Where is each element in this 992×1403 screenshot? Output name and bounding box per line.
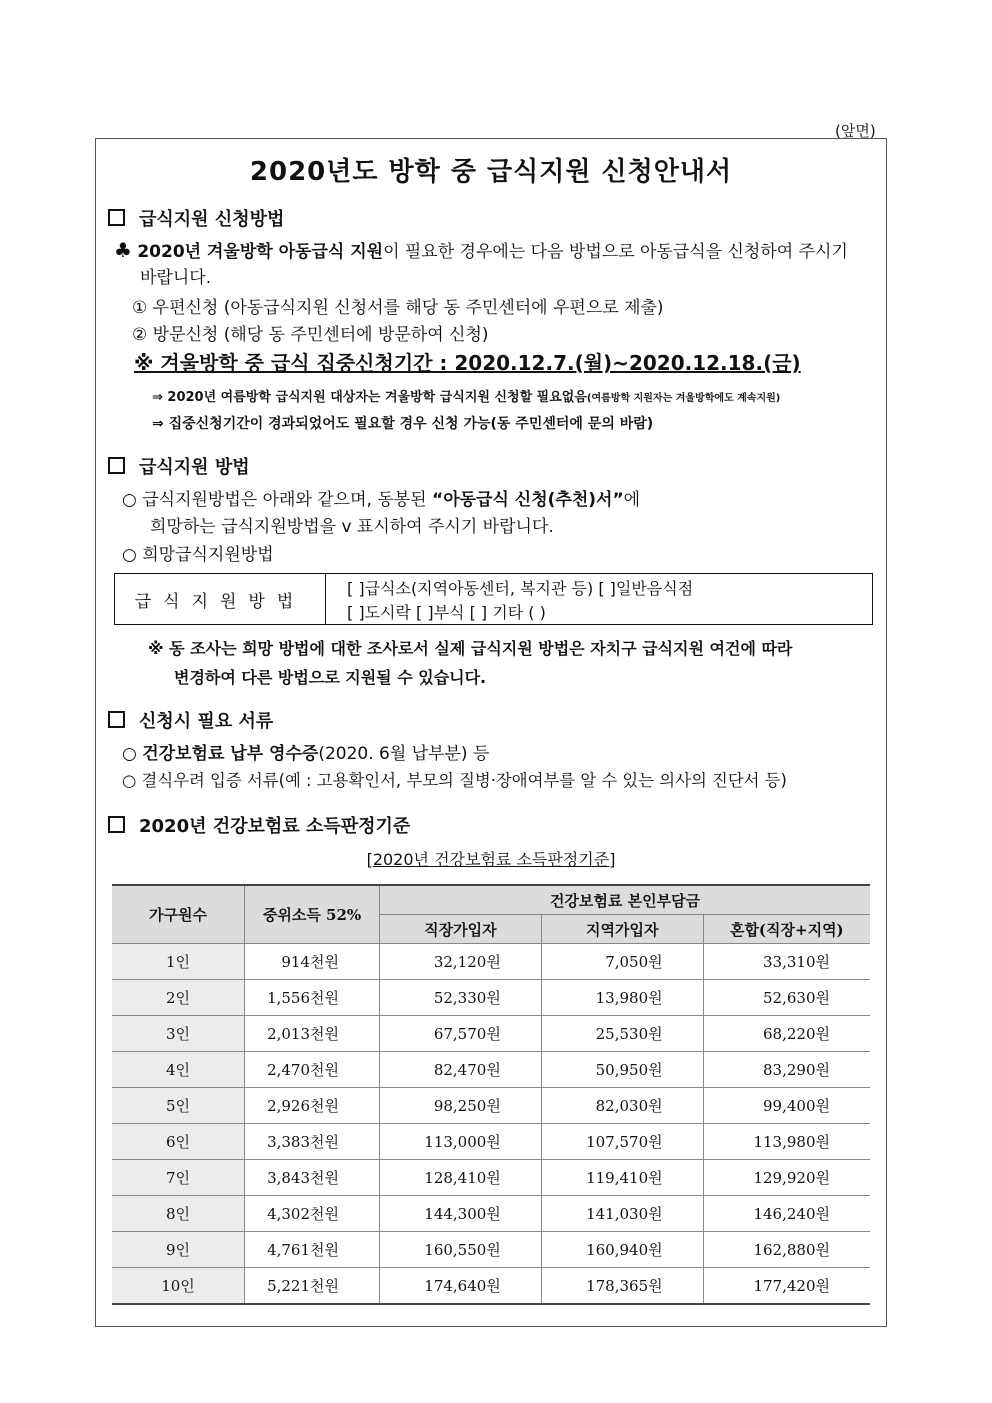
required-doc-2: ○ 결식우려 입증 서류(예 : 고용확인서, 부모의 질병·장애여부를 알 수 있는 의사의 진단서 등) [122, 771, 787, 790]
cell-median-income: 3,843천원 [245, 1160, 380, 1196]
checkbox-bullet-icon [108, 457, 125, 474]
document-frame [95, 138, 887, 1327]
support-method-line-1: ○ 급식지원방법은 아래와 같으며, 동봉된 “아동급식 신청(추천)서”에 [122, 490, 641, 510]
cell-median-income: 4,302천원 [245, 1196, 380, 1232]
cell-regional: 107,570원 [541, 1124, 703, 1160]
income-criteria-table [112, 884, 870, 1305]
header-median-income: 중위소득 52% [245, 885, 380, 944]
cell-employee: 113,000원 [380, 1124, 542, 1160]
checkbox-bullet-icon [108, 209, 125, 226]
cell-mixed: 113,980원 [703, 1124, 870, 1160]
note-late-application: ⇒ 집중신청기간이 경과되었어도 필요할 경우 신청 가능(동 주민센터에 문의 바람) [152, 416, 654, 432]
cell-regional: 25,530원 [541, 1016, 703, 1052]
cell-employee: 174,640원 [380, 1268, 542, 1305]
table-row [112, 1052, 870, 1088]
survey-notice-line-2: 변경하여 다른 방법으로 지원될 수 있습니다. [174, 668, 487, 687]
header-premium-group: 건강보험료 본인부담금 [380, 885, 871, 915]
cell-household: 7인 [112, 1160, 245, 1196]
club-icon: ♣ [114, 238, 132, 262]
cell-median-income: 3,383천원 [245, 1124, 380, 1160]
intro-line-2: 바랍니다. [140, 268, 212, 288]
cell-regional: 160,940원 [541, 1232, 703, 1268]
cell-regional: 13,980원 [541, 980, 703, 1016]
cell-employee: 144,300원 [380, 1196, 542, 1232]
table-row [112, 1088, 870, 1124]
cell-employee: 160,550원 [380, 1232, 542, 1268]
intro-rest: 이 필요한 경우에는 다음 방법으로 아동급식을 신청하여 주시기 [383, 242, 848, 262]
required-doc-1: ○ 건강보험료 납부 영수증(2020. 6월 납부분) 등 [122, 744, 490, 764]
cell-regional: 82,030원 [541, 1088, 703, 1124]
cell-mixed: 52,630원 [703, 980, 870, 1016]
cell-regional: 7,050원 [541, 944, 703, 980]
cell-median-income: 2,926천원 [245, 1088, 380, 1124]
header-regional: 지역가입자 [541, 915, 703, 944]
cell-median-income: 5,221천원 [245, 1268, 380, 1305]
cell-household: 3인 [112, 1016, 245, 1052]
table-row [112, 1124, 870, 1160]
table-row [112, 1268, 870, 1305]
cell-regional: 178,365원 [541, 1268, 703, 1305]
table-row [112, 980, 870, 1016]
cell-regional: 119,410원 [541, 1160, 703, 1196]
cell-mixed: 68,220원 [703, 1016, 870, 1052]
note-summer-recipients: ⇒ 2020년 여름방학 급식지원 대상자는 겨울방학 급식지원 신청할 필요없음(여름방학 지원자는 겨울방학에도 계속지원) [152, 390, 781, 405]
section-heading-required-docs: 신청시 필요 서류 [108, 707, 273, 733]
cell-mixed: 162,880원 [703, 1232, 870, 1268]
cell-household: 10인 [112, 1268, 245, 1305]
apply-item-mail: ① 우편신청 (아동급식지원 신청서를 해당 동 주민센터에 우편으로 제출) [132, 298, 664, 318]
preferred-method-label: ○ 희망급식지원방법 [122, 545, 274, 565]
section-heading-apply-method: 급식지원 신청방법 [108, 205, 284, 231]
cell-mixed: 177,420원 [703, 1268, 870, 1305]
header-mixed: 혼합(직장+지역) [703, 915, 870, 944]
cell-regional: 141,030원 [541, 1196, 703, 1232]
cell-employee: 128,410원 [380, 1160, 542, 1196]
checkbox-bullet-icon [108, 816, 125, 833]
survey-notice-line-1: ※ 동 조사는 희망 방법에 대한 조사로서 실제 급식지원 방법은 자치구 급식지원 여건에 따라 [148, 639, 793, 658]
checkbox-bullet-icon [108, 711, 125, 728]
cell-mixed: 146,240원 [703, 1196, 870, 1232]
method-options-row-1[interactable]: [ ]급식소(지역아동센터, 복지관 등) [ ]일반음식점 [347, 579, 694, 598]
intensive-period: ※ 겨울방학 중 급식 집중신청기간 : 2020.12.7.(월)~2020.12.18.(금) [134, 351, 801, 375]
support-method-line-2: 희망하는 급식지원방법을 v 표시하여 주시기 바랍니다. [150, 517, 554, 537]
table-row [112, 1160, 870, 1196]
cell-median-income: 4,761천원 [245, 1232, 380, 1268]
cell-household: 5인 [112, 1088, 245, 1124]
cell-mixed: 83,290원 [703, 1052, 870, 1088]
cell-household: 1인 [112, 944, 245, 980]
section-heading-income-criteria: 2020년 건강보험료 소득판정기준 [108, 812, 410, 838]
intro-bold: 2020년 겨울방학 아동급식 지원 [137, 242, 384, 262]
cell-median-income: 2,013천원 [245, 1016, 380, 1052]
cell-mixed: 33,310원 [703, 944, 870, 980]
table-row [112, 1016, 870, 1052]
document-title: 2020년도 방학 중 급식지원 신청안내서 [249, 157, 733, 187]
cell-employee: 98,250원 [380, 1088, 542, 1124]
header-employee: 직장가입자 [380, 915, 542, 944]
table-row [112, 1196, 870, 1232]
cell-mixed: 99,400원 [703, 1088, 870, 1124]
cell-employee: 52,330원 [380, 980, 542, 1016]
header-household: 가구원수 [112, 885, 245, 944]
cell-median-income: 2,470천원 [245, 1052, 380, 1088]
cell-employee: 67,570원 [380, 1016, 542, 1052]
table-caption: [2020년 건강보험료 소득판정기준] [366, 850, 616, 869]
income-table-body [112, 944, 870, 1305]
cell-household: 4인 [112, 1052, 245, 1088]
table-row [112, 944, 870, 980]
page-side-label: (앞면) [835, 122, 876, 140]
cell-regional: 50,950원 [541, 1052, 703, 1088]
cell-mixed: 129,920원 [703, 1160, 870, 1196]
cell-employee: 32,120원 [380, 944, 542, 980]
table-row [112, 1232, 870, 1268]
intro-line [114, 237, 848, 262]
cell-employee: 82,470원 [380, 1052, 542, 1088]
method-label-cell: 급식지원방법 [115, 574, 326, 624]
preferred-method-box [114, 573, 873, 625]
cell-median-income: 1,556천원 [245, 980, 380, 1016]
cell-household: 8인 [112, 1196, 245, 1232]
apply-item-visit: ② 방문신청 (해당 동 주민센터에 방문하여 신청) [132, 325, 489, 345]
cell-household: 2인 [112, 980, 245, 1016]
cell-household: 6인 [112, 1124, 245, 1160]
cell-household: 9인 [112, 1232, 245, 1268]
method-options-row-2[interactable]: [ ]도시락 [ ]부식 [ ] 기타 ( ) [347, 603, 546, 622]
cell-median-income: 914천원 [245, 944, 380, 980]
section-heading-support-method: 급식지원 방법 [108, 453, 250, 479]
